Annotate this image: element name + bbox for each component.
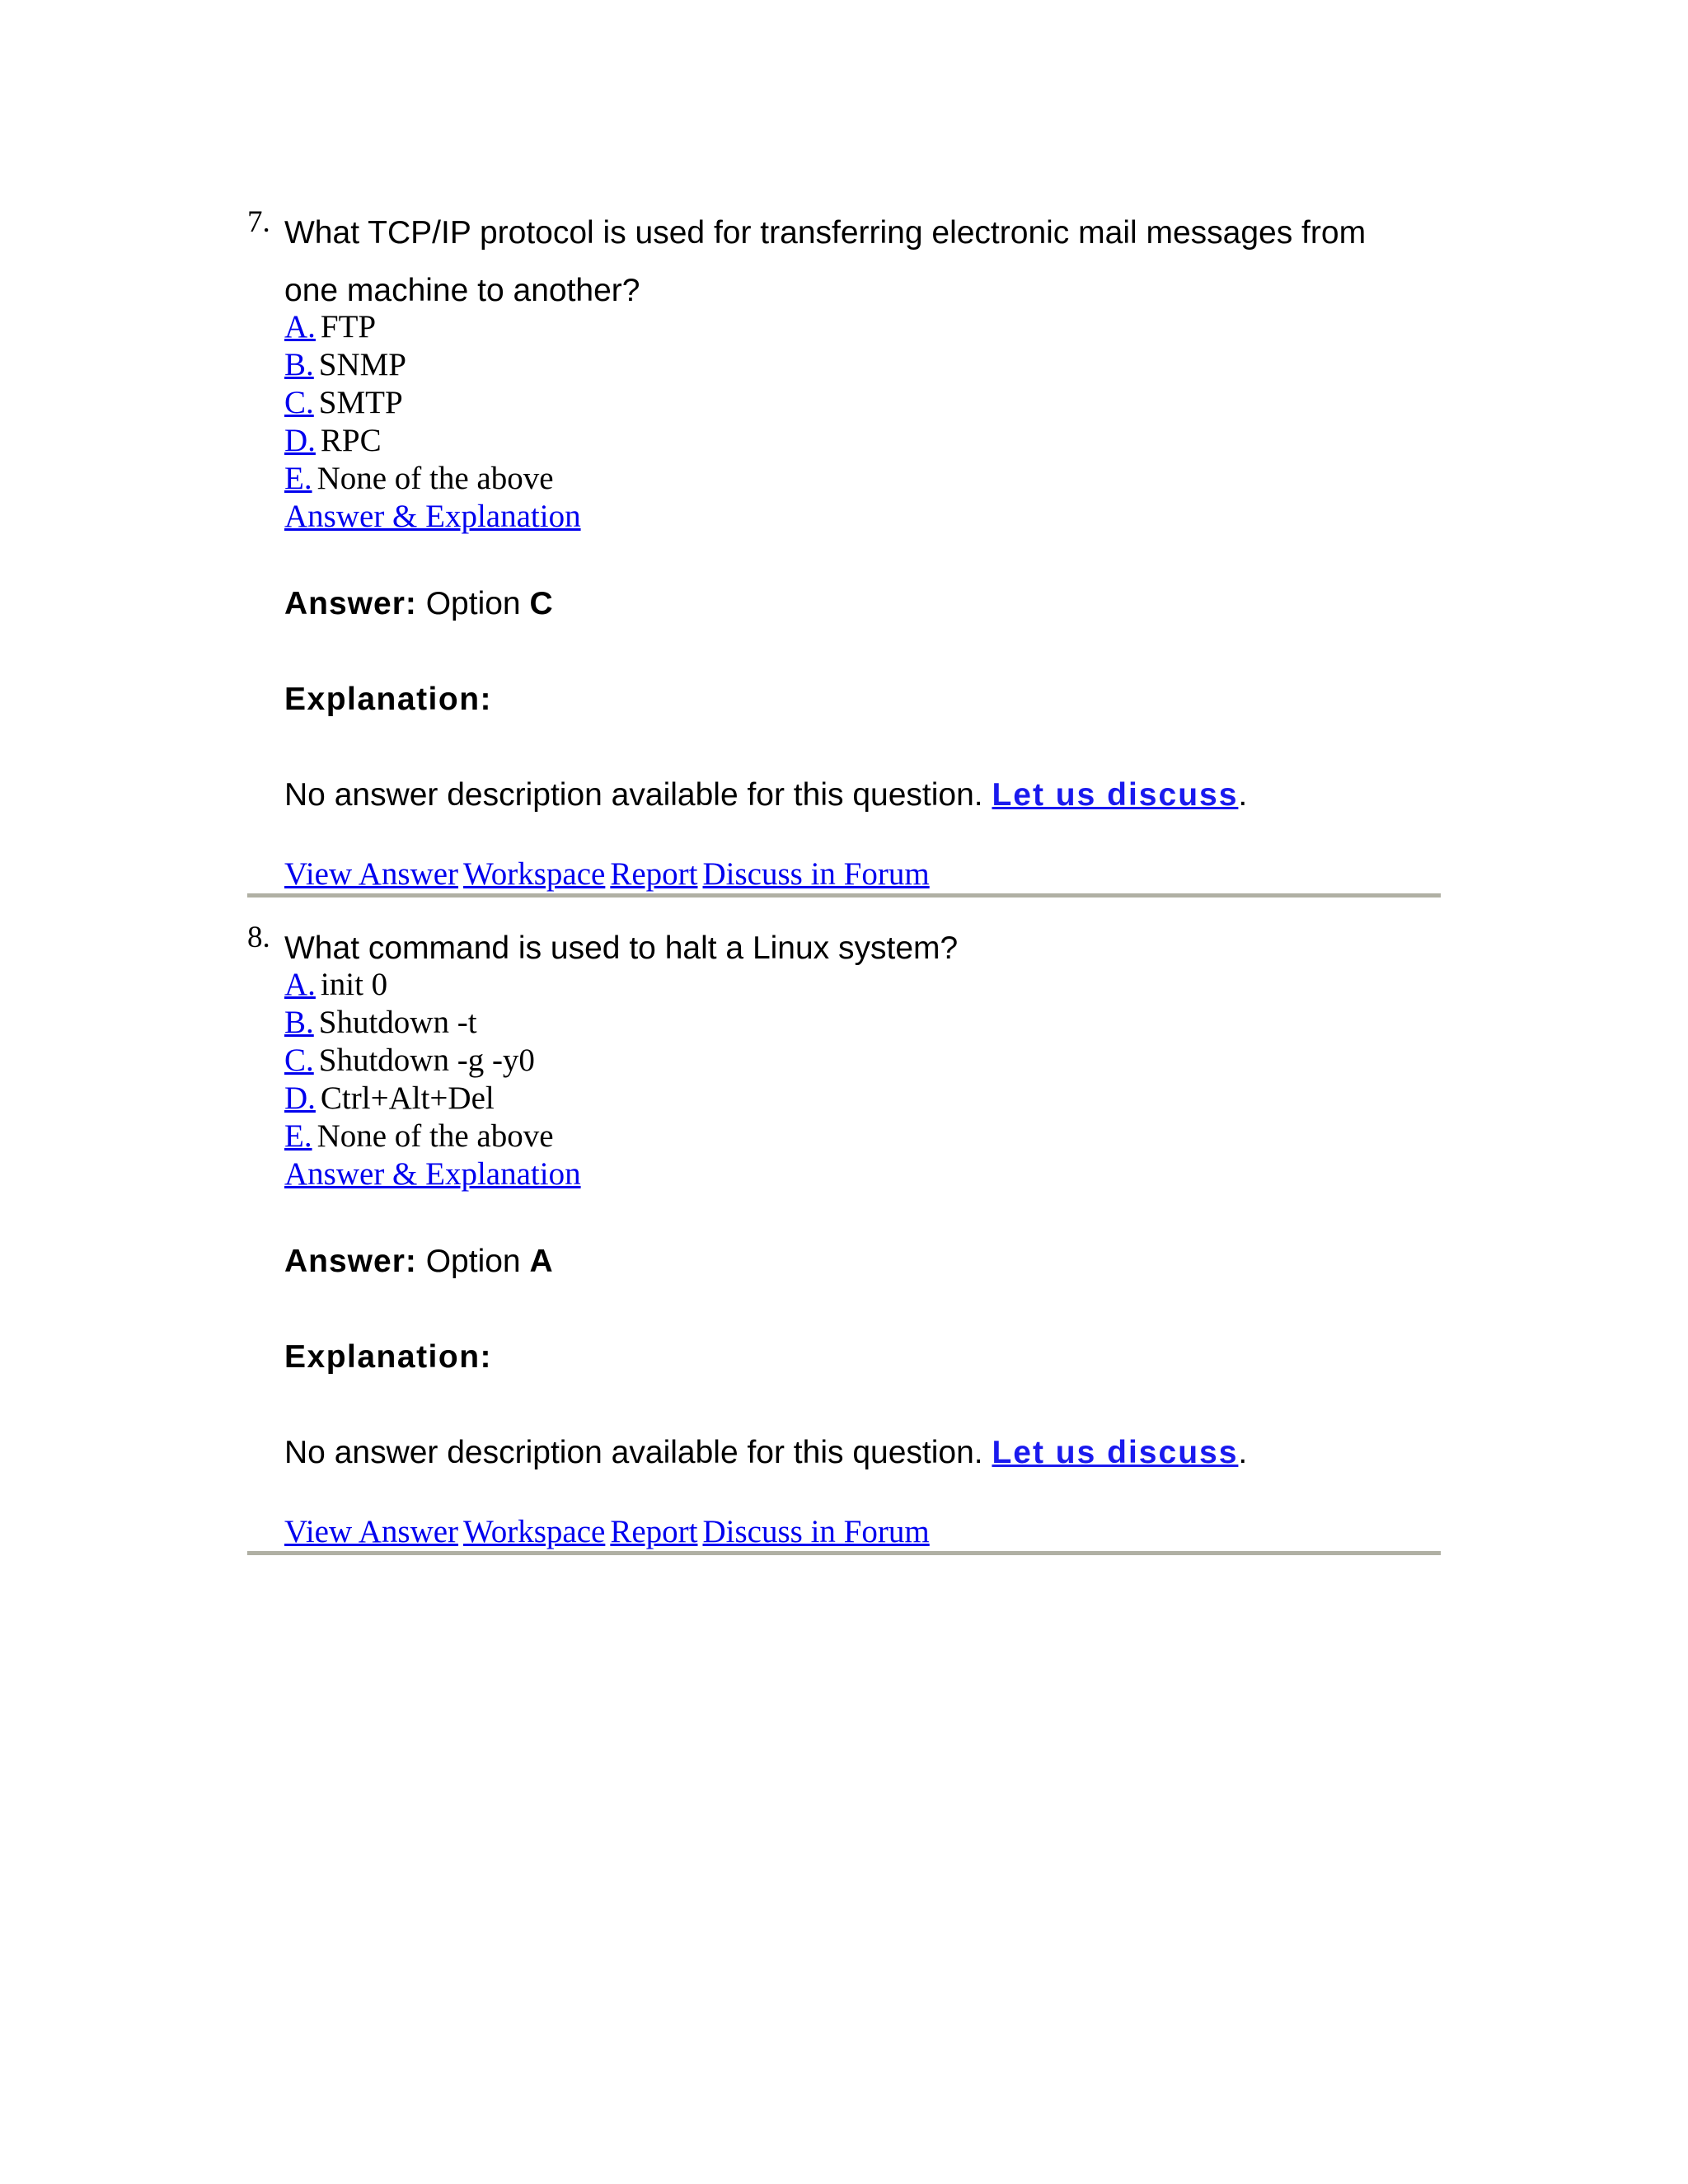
answer-label: Answer: xyxy=(284,1244,417,1279)
answer-prefix: Option xyxy=(425,1244,521,1279)
answer-explanation-link[interactable]: Answer & Explanation xyxy=(284,499,581,534)
option-d-link[interactable]: D. xyxy=(284,1080,316,1116)
question-divider xyxy=(247,893,1441,898)
question-body xyxy=(284,204,1441,893)
question-footer-links xyxy=(284,855,1441,893)
question-text-line: What TCP/IP protocol is used for transferring electronic mail messages from xyxy=(284,215,1367,251)
answer-line xyxy=(284,1243,1441,1281)
option-b-link[interactable]: B. xyxy=(284,347,314,382)
option-d xyxy=(284,1080,1441,1118)
option-c xyxy=(284,1042,1441,1080)
option-text: FTP xyxy=(320,309,377,344)
option-c-link[interactable]: C. xyxy=(284,1043,314,1078)
workspace-link[interactable]: Workspace xyxy=(463,1514,606,1549)
question-text xyxy=(284,204,1441,320)
question-text-line: What command is used to halt a Linux system? xyxy=(284,930,959,966)
explanation-label: Explanation: xyxy=(284,1339,493,1375)
explanation-text: No answer description available for this question. Let us discuss. xyxy=(284,1435,1248,1470)
question-7 xyxy=(247,198,1441,898)
option-c-link[interactable]: C. xyxy=(284,385,314,420)
answer-label: Answer: xyxy=(284,586,417,621)
view-answer-link[interactable]: View Answer xyxy=(284,1514,459,1549)
question-body xyxy=(284,920,1441,1551)
discuss-in-forum-link[interactable]: Discuss in Forum xyxy=(702,856,930,892)
explanation-body: No answer description available for this question. xyxy=(284,777,983,813)
option-b-link[interactable]: B. xyxy=(284,1005,314,1040)
answer-value: C xyxy=(529,586,553,621)
question-number: 7. xyxy=(247,205,270,239)
explanation-body: No answer description available for this question. xyxy=(284,1435,983,1470)
option-e xyxy=(284,460,1441,498)
option-b xyxy=(284,346,1441,384)
question-8 xyxy=(247,913,1441,1555)
answer-value: A xyxy=(529,1244,553,1279)
let-us-discuss-link[interactable]: Let us discuss xyxy=(992,777,1239,813)
option-b xyxy=(284,1004,1441,1042)
option-c xyxy=(284,384,1441,422)
report-link[interactable]: Report xyxy=(610,1514,698,1549)
let-us-discuss-link[interactable]: Let us discuss xyxy=(992,1435,1239,1470)
option-text: SNMP xyxy=(318,347,406,382)
option-text: None of the above xyxy=(316,1118,554,1154)
options-list xyxy=(284,966,1441,1155)
option-d-link[interactable]: D. xyxy=(284,423,316,458)
option-a-link[interactable]: A. xyxy=(284,967,316,1002)
question-number: 8. xyxy=(247,921,270,954)
option-text: SMTP xyxy=(318,385,403,420)
explanation-label: Explanation: xyxy=(284,682,493,717)
view-answer-link[interactable]: View Answer xyxy=(284,856,459,892)
report-link[interactable]: Report xyxy=(610,856,698,892)
answer-prefix: Option xyxy=(425,586,521,621)
option-e-link[interactable]: E. xyxy=(284,461,312,496)
option-a-link[interactable]: A. xyxy=(284,309,316,344)
option-e-link[interactable]: E. xyxy=(284,1118,312,1154)
option-text: init 0 xyxy=(320,967,388,1002)
option-text: Shutdown -t xyxy=(318,1005,477,1040)
discuss-in-forum-link[interactable]: Discuss in Forum xyxy=(702,1514,930,1549)
question-text-line: one machine to another? xyxy=(284,273,640,308)
answer-line xyxy=(284,585,1441,623)
explanation-text: No answer description available for this question. Let us discuss. xyxy=(284,777,1248,813)
option-d xyxy=(284,422,1441,460)
option-e xyxy=(284,1118,1441,1155)
question-footer-links xyxy=(284,1513,1441,1551)
options-list xyxy=(284,308,1441,498)
option-text: Ctrl+Alt+Del xyxy=(320,1080,495,1116)
answer-explanation-link[interactable]: Answer & Explanation xyxy=(284,1156,581,1192)
option-text: Shutdown -g -y0 xyxy=(318,1043,535,1078)
option-text: None of the above xyxy=(316,461,554,496)
workspace-link[interactable]: Workspace xyxy=(463,856,606,892)
option-text: RPC xyxy=(320,423,382,458)
question-divider xyxy=(247,1551,1441,1555)
